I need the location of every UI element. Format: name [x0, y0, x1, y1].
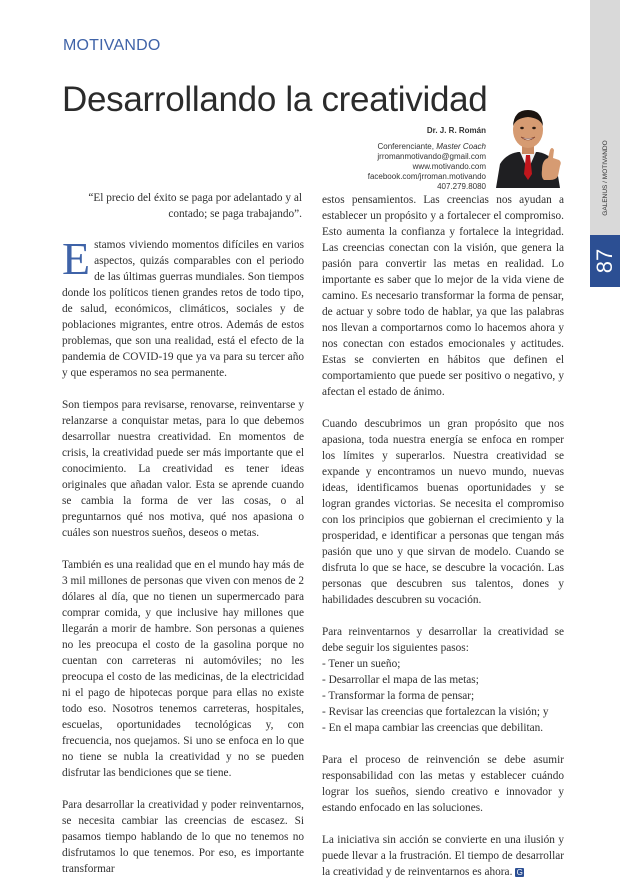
- author-facebook: facebook.com/jrroman.motivando: [367, 172, 486, 181]
- right-column: [322, 192, 564, 896]
- author-email: jrromanmotivando@gmail.com: [377, 152, 486, 161]
- author-block: [330, 126, 486, 192]
- list-item: - Transformar la forma de pensar;: [322, 690, 475, 702]
- steps-intro: Para reinventarnos y desarrollar la creatividad se debe seguir los siguientes pasos:: [322, 626, 564, 654]
- list-item: - Desarrollar el mapa de las metas;: [322, 674, 479, 686]
- paragraph-1: [62, 233, 304, 381]
- page-number-text: 87: [591, 248, 617, 274]
- paragraph-8: [322, 832, 564, 880]
- end-mark-icon: G: [516, 867, 523, 877]
- paragraph-7: Para el proceso de reinvención se debe asumir responsabilidad con las metas y establecer cuándo lograr los sueños, siendo creativo e innovador y estando enfocado en las soluciones.: [322, 754, 564, 814]
- page-number: [590, 235, 620, 287]
- drop-cap: E: [62, 233, 91, 284]
- author-website: www.motivando.com: [412, 162, 486, 171]
- author-role-title: Master Coach: [436, 142, 486, 151]
- section-label: MOTIVANDO: [63, 37, 161, 54]
- author-phone: 407.279.8080: [437, 182, 486, 191]
- paragraph-2: Son tiempos para revisarse, renovarse, reinventarse y relanzarse a conquistar metas, para lo que debemos desarrollar nuestra creatividad. En momentos de crisis, la creatividad puede ser más importante que el conocimiento. La creatividad es tener ideas originales que añadan valor. Esta se aprende cuando se cambia la forma de ver las cosas, o al preguntarnos qué nos motiva, qué nos apasiona o cuáles son nuestros sueños, deseos o metas.: [62, 399, 304, 539]
- paragraph-5: estos pensamientos. Las creencias nos ayudan a establecer un propósito y a fortalecer el compromiso. Esto aumenta la confianza y fortalece la integridad. Las creencias conectan con la visión, que genera la pasión para convertir las metas en realidad. Lo importante es saber que lo mejor de la vida viene de camino. Es necesario transformar la forma de pensar, de actuar y sobre todo de hablar, ya que las palabras nos llevan a comportarnos como lo hacemos ahora y nos conectan con estados emocionales y actitudes. Estas se convierten en hábitos que definen el comportamiento que puede ser positivo o negativo, y afectan el estado de ánimo.: [322, 194, 564, 398]
- paragraph-6: Cuando descubrimos un gran propósito que nos apasiona, toda nuestra energía se enfoca en romper los límites y superarlos. Nuestra creatividad se expande y encontramos un nuevo mundo, nuevas ideas, identificamos buenas oportunidades y se logran grandes victorias. Se necesita el compromiso con los principios que gobiernan el crecimiento y la prosperidad, e identificar a personas que tengan más pasión que uno y que sirvan de modelo. Cuando se disfruta lo que se hace, se descubre la vocación. Las personas que descubren sus talentos, dones y habilidades descubren su vocación.: [322, 418, 564, 606]
- pull-quote: “El precio del éxito se paga por adelantado y al contado; se paga trabajando”.: [88, 192, 302, 220]
- paragraph-3: También es una realidad que en el mundo hay más de 3 mil millones de personas que viven con menos de 2 dólares al día, que no tienen un supermercado para comprar comida, y que inclusive hay millones que llegarán a morir de hambre. Son personas a quienes no les preocupa el costo de la gasolina porque no cuentan con carreteras ni automóviles; no les preocupa el costo de las medicinas, de la electricidad ni el pago de hipotecas porque para ellas no existe todo eso. Nosotros tenemos carreteras, hospitales, escuelas, oportunidades tecnológicas y, con frecuencia, nos quejamos. Si uno se enfoca en lo que no tiene se nubla la creatividad y no se pueden disfrutar las bendiciones que se tiene.: [62, 559, 304, 779]
- left-column: [62, 233, 304, 893]
- list-item: - Revisar las creencias que fortalezcan la visión; y: [322, 706, 549, 718]
- paragraph-8-text: La iniciativa sin acción se convierte en una ilusión y puede llevar a la frustración. El tiempo de desarrollar la creatividad y de reinventarnos es ahora.: [322, 834, 564, 878]
- steps-list: [322, 656, 564, 736]
- page-title: Desarrollando la creatividad: [62, 80, 488, 119]
- list-item: - En el mapa cambiar las creencias que debilitan.: [322, 722, 544, 734]
- author-photo: [492, 100, 564, 188]
- author-portrait-icon: [492, 100, 564, 188]
- author-role-prefix: Conferenciante,: [377, 142, 437, 151]
- paragraph-4: Para desarrollar la creatividad y poder reinventarnos, se necesita cambiar las creencias de escasez. Si pasamos tiempo hablando de lo que no tenemos no disfrutamos lo que tenemos. Por eso, es importante transformar: [62, 799, 304, 875]
- author-name: Dr. J. R. Román: [426, 126, 486, 135]
- running-head: GALENUS / MOTIVANDO: [601, 140, 609, 216]
- list-item: - Tener un sueño;: [322, 658, 401, 670]
- paragraph-1-text: stamos viviendo momentos difíciles en varios aspectos, quizás comparables con el periodo de las últimas guerras mundiales. Son tiempos donde los políticos tienen grandes retos de todo tipo, de salud, económicos, climáticos, sociales y de poblaciones migrantes, entre otros. Además de estos problemas, que son una realidad, está el efecto de la pandemia de COVID-19 que ya va para su tercer año y que esperamos no sea permanente.: [62, 239, 304, 379]
- author-role: [330, 142, 486, 152]
